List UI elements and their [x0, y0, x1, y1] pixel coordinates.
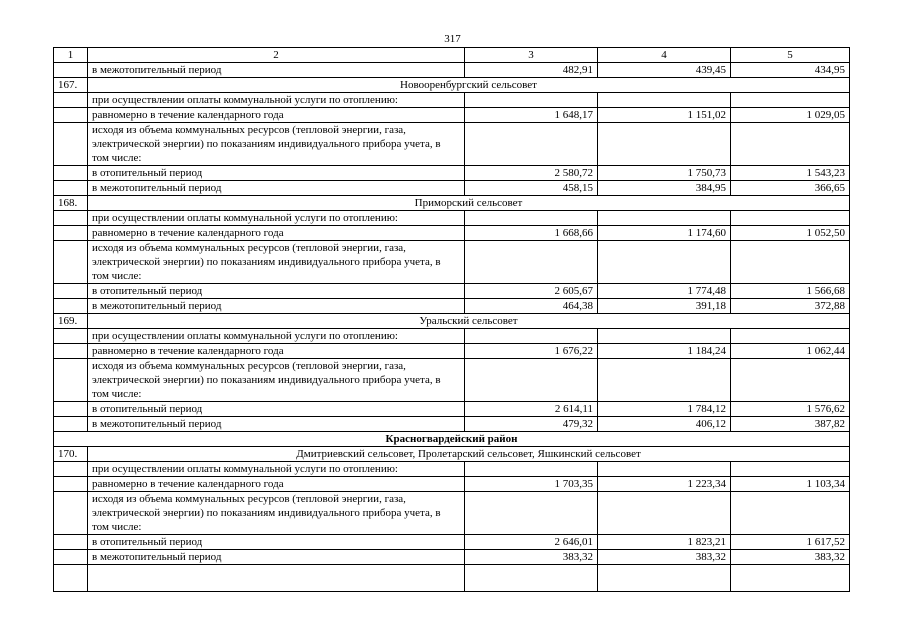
row-label: в отопительный период [88, 402, 465, 417]
section-header-row [54, 447, 850, 462]
value-col4: 1 784,12 [598, 402, 731, 417]
section-header-row [54, 314, 850, 329]
row-label: при осуществлении оплаты коммунальной услуги по отоплению: [88, 211, 465, 226]
row-number-cell [54, 93, 88, 108]
column-header-row [54, 48, 850, 63]
row-label: в межотопительный период [88, 417, 465, 432]
value-col5: 1 576,62 [731, 402, 850, 417]
table-row [54, 492, 850, 535]
section-title: Дмитриевский сельсовет, Пролетарский сельсовет, Яшкинский сельсовет [88, 447, 850, 462]
table-row [54, 181, 850, 196]
value-col3: 1 703,35 [465, 477, 598, 492]
table-row [54, 329, 850, 344]
row-number-cell [54, 241, 88, 284]
value-col4 [598, 492, 731, 535]
value-col3: 464,38 [465, 299, 598, 314]
value-col5: 1 617,52 [731, 535, 850, 550]
value-col3: 2 605,67 [465, 284, 598, 299]
value-col4: 384,95 [598, 181, 731, 196]
section-header-row [54, 196, 850, 211]
value-col5: 387,82 [731, 417, 850, 432]
blank-cell [731, 565, 850, 592]
value-col3: 1 648,17 [465, 108, 598, 123]
value-col3: 458,15 [465, 181, 598, 196]
table-row [54, 284, 850, 299]
blank-cell [598, 565, 731, 592]
value-col3: 2 646,01 [465, 535, 598, 550]
value-col4: 1 184,24 [598, 344, 731, 359]
district-title: Красногвардейский район [54, 432, 850, 447]
value-col5: 383,32 [731, 550, 850, 565]
value-col5: 1 052,50 [731, 226, 850, 241]
row-label: равномерно в течение календарного года [88, 477, 465, 492]
row-number-cell [54, 123, 88, 166]
section-number: 169. [54, 314, 88, 329]
value-col3: 482,91 [465, 63, 598, 78]
table-row [54, 550, 850, 565]
row-number-cell [54, 550, 88, 565]
table-row [54, 123, 850, 166]
column-header: 3 [465, 48, 598, 63]
row-label: исходя из объема коммунальных ресурсов (тепловой энергии, газа, электрической энергии) по показаниям индивидуального прибора учета, в том числе: [88, 359, 465, 402]
blank-cell [465, 565, 598, 592]
row-label: при осуществлении оплаты коммунальной услуги по отоплению: [88, 93, 465, 108]
row-number-cell [54, 535, 88, 550]
row-label: в межотопительный период [88, 181, 465, 196]
value-col3: 1 676,22 [465, 344, 598, 359]
value-col4: 391,18 [598, 299, 731, 314]
value-col5 [731, 211, 850, 226]
section-header-row [54, 78, 850, 93]
value-col5: 372,88 [731, 299, 850, 314]
row-number-cell [54, 166, 88, 181]
value-col3 [465, 359, 598, 402]
value-col5: 1 103,34 [731, 477, 850, 492]
value-col4: 383,32 [598, 550, 731, 565]
value-col4 [598, 359, 731, 402]
table-row [54, 535, 850, 550]
value-col3 [465, 492, 598, 535]
value-col4 [598, 241, 731, 284]
value-col3: 383,32 [465, 550, 598, 565]
value-col4: 1 223,34 [598, 477, 731, 492]
tariff-table-body [54, 48, 850, 592]
value-col4: 1 774,48 [598, 284, 731, 299]
value-col5 [731, 462, 850, 477]
value-col5 [731, 123, 850, 166]
value-col3 [465, 123, 598, 166]
value-col4: 1 174,60 [598, 226, 731, 241]
row-number-cell [54, 329, 88, 344]
row-number-cell [54, 477, 88, 492]
value-col4 [598, 93, 731, 108]
value-col5: 1 029,05 [731, 108, 850, 123]
value-col5 [731, 93, 850, 108]
value-col5 [731, 241, 850, 284]
value-col5 [731, 492, 850, 535]
section-title: Приморский сельсовет [88, 196, 850, 211]
table-row [54, 299, 850, 314]
value-col3 [465, 93, 598, 108]
value-col5 [731, 329, 850, 344]
table-row [54, 93, 850, 108]
row-label: в межотопительный период [88, 550, 465, 565]
value-col3: 2 580,72 [465, 166, 598, 181]
value-col5: 1 062,44 [731, 344, 850, 359]
value-col4 [598, 329, 731, 344]
table-row [54, 477, 850, 492]
table-row [54, 166, 850, 181]
blank-cell [88, 565, 465, 592]
value-col5: 366,65 [731, 181, 850, 196]
table-row [54, 108, 850, 123]
row-number-cell [54, 462, 88, 477]
row-number-cell [54, 284, 88, 299]
row-number-cell [54, 299, 88, 314]
blank-cell [54, 565, 88, 592]
table-row [54, 359, 850, 402]
row-number-cell [54, 108, 88, 123]
row-number-cell [54, 181, 88, 196]
row-label: в межотопительный период [88, 63, 465, 78]
value-col4 [598, 123, 731, 166]
table-row [54, 462, 850, 477]
value-col5: 1 566,68 [731, 284, 850, 299]
value-col5: 1 543,23 [731, 166, 850, 181]
blank-row [54, 565, 850, 592]
row-label: равномерно в течение календарного года [88, 226, 465, 241]
value-col3 [465, 329, 598, 344]
row-number-cell [54, 211, 88, 226]
row-label: в межотопительный период [88, 299, 465, 314]
value-col3: 479,32 [465, 417, 598, 432]
table-row [54, 417, 850, 432]
value-col5 [731, 359, 850, 402]
value-col4: 406,12 [598, 417, 731, 432]
table-row [54, 344, 850, 359]
column-header: 2 [88, 48, 465, 63]
row-label: в отопительный период [88, 284, 465, 299]
district-header-row [54, 432, 850, 447]
section-number: 168. [54, 196, 88, 211]
row-label: при осуществлении оплаты коммунальной услуги по отоплению: [88, 462, 465, 477]
row-label: исходя из объема коммунальных ресурсов (тепловой энергии, газа, электрической энергии) по показаниям индивидуального прибора учета, в том числе: [88, 123, 465, 166]
value-col4 [598, 211, 731, 226]
table-row [54, 241, 850, 284]
value-col3 [465, 462, 598, 477]
value-col4: 1 823,21 [598, 535, 731, 550]
row-number-cell [54, 402, 88, 417]
value-col4: 439,45 [598, 63, 731, 78]
section-number: 167. [54, 78, 88, 93]
row-label: в отопительный период [88, 535, 465, 550]
column-header: 1 [54, 48, 88, 63]
row-label: равномерно в течение календарного года [88, 108, 465, 123]
value-col3: 2 614,11 [465, 402, 598, 417]
tariff-table [53, 47, 850, 592]
row-number-cell [54, 63, 88, 78]
column-header: 4 [598, 48, 731, 63]
row-number-cell [54, 359, 88, 402]
row-label: равномерно в течение календарного года [88, 344, 465, 359]
column-header: 5 [731, 48, 850, 63]
value-col4: 1 151,02 [598, 108, 731, 123]
row-number-cell [54, 417, 88, 432]
row-number-cell [54, 344, 88, 359]
row-number-cell [54, 226, 88, 241]
row-number-cell [54, 492, 88, 535]
table-row [54, 63, 850, 78]
page-number: 317 [444, 33, 461, 45]
value-col3 [465, 211, 598, 226]
row-label: исходя из объема коммунальных ресурсов (тепловой энергии, газа, электрической энергии) по показаниям индивидуального прибора учета, в том числе: [88, 241, 465, 284]
value-col3: 1 668,66 [465, 226, 598, 241]
section-title: Новооренбургский сельсовет [88, 78, 850, 93]
section-title: Уральский сельсовет [88, 314, 850, 329]
row-label: при осуществлении оплаты коммунальной услуги по отоплению: [88, 329, 465, 344]
table-row [54, 211, 850, 226]
value-col4: 1 750,73 [598, 166, 731, 181]
table-row [54, 402, 850, 417]
row-label: исходя из объема коммунальных ресурсов (тепловой энергии, газа, электрической энергии) по показаниям индивидуального прибора учета, в том числе: [88, 492, 465, 535]
table-row [54, 226, 850, 241]
row-label: в отопительный период [88, 166, 465, 181]
section-number: 170. [54, 447, 88, 462]
value-col5: 434,95 [731, 63, 850, 78]
value-col3 [465, 241, 598, 284]
value-col4 [598, 462, 731, 477]
